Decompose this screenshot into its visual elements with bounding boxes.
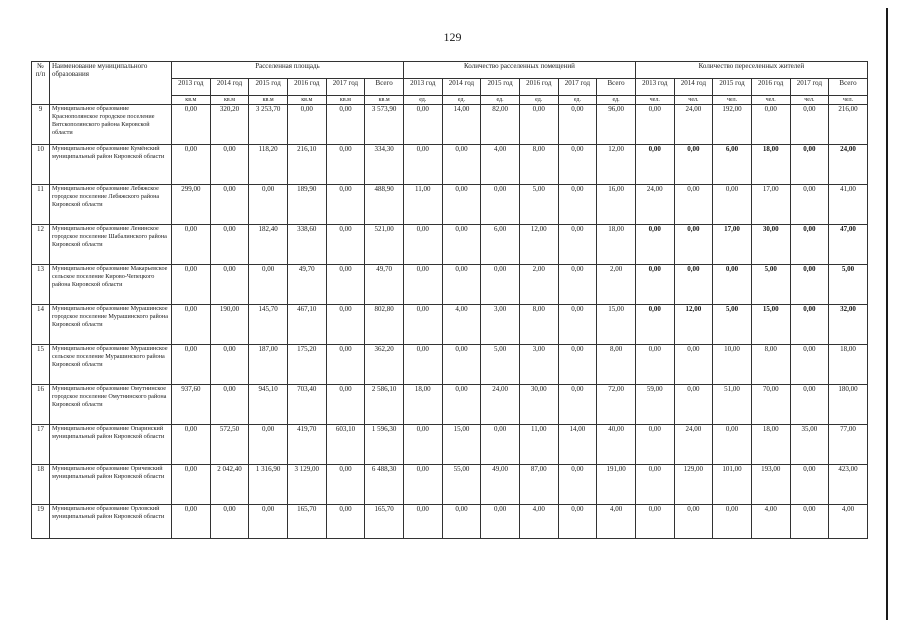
municipality-name: Муниципальное образование Макарьевское сельское поселение Кирово-Чепецкого района Кировской области bbox=[50, 265, 172, 305]
rooms-value: 2,00 bbox=[519, 265, 558, 305]
area-value: 0,00 bbox=[326, 225, 365, 265]
col-name-header: Наименование муниципального образования bbox=[50, 62, 172, 105]
rooms-value: 15,00 bbox=[597, 305, 636, 345]
row-number: 18 bbox=[32, 465, 50, 505]
municipality-name: Муниципальное образование Мурашинское городское поселение Мурашинского района Кировской области bbox=[50, 305, 172, 345]
area-value: 0,00 bbox=[210, 505, 249, 539]
area-value: 2 042,40 bbox=[210, 465, 249, 505]
people-value: 0,00 bbox=[674, 505, 713, 539]
area-value: 6 488,30 bbox=[365, 465, 404, 505]
rooms-value: 0,00 bbox=[403, 465, 442, 505]
rooms-value: 4,00 bbox=[519, 505, 558, 539]
year-header: 2014 год bbox=[210, 79, 249, 96]
unit-header: кв.м bbox=[249, 96, 288, 105]
people-value: 12,00 bbox=[674, 305, 713, 345]
rooms-value: 0,00 bbox=[558, 225, 597, 265]
rooms-value: 55,00 bbox=[442, 465, 481, 505]
rooms-value: 5,00 bbox=[519, 185, 558, 225]
rooms-value: 0,00 bbox=[558, 145, 597, 185]
people-value: 70,00 bbox=[751, 385, 790, 425]
rooms-value: 191,00 bbox=[597, 465, 636, 505]
area-value: 3 129,00 bbox=[287, 465, 326, 505]
area-value: 175,20 bbox=[287, 345, 326, 385]
people-value: 10,00 bbox=[713, 345, 752, 385]
area-value: 419,70 bbox=[287, 425, 326, 465]
rooms-value: 0,00 bbox=[442, 505, 481, 539]
unit-header: кв.м bbox=[365, 96, 404, 105]
rooms-value: 12,00 bbox=[597, 145, 636, 185]
area-value: 0,00 bbox=[326, 265, 365, 305]
area-value: 0,00 bbox=[326, 305, 365, 345]
year-header: Всего bbox=[829, 79, 868, 96]
municipality-name: Муниципальное образование Лебяжское городское поселение Лебяжского района Кировской области bbox=[50, 185, 172, 225]
area-value: 945,10 bbox=[249, 385, 288, 425]
area-value: 0,00 bbox=[172, 505, 211, 539]
municipality-name: Муниципальное образование Кумёнский муниципальный район Кировской области bbox=[50, 145, 172, 185]
rooms-value: 11,00 bbox=[519, 425, 558, 465]
area-value: 467,10 bbox=[287, 305, 326, 345]
rooms-value: 0,00 bbox=[403, 225, 442, 265]
people-value: 0,00 bbox=[635, 265, 674, 305]
rooms-value: 4,00 bbox=[597, 505, 636, 539]
rooms-value: 0,00 bbox=[558, 305, 597, 345]
rooms-value: 0,00 bbox=[558, 465, 597, 505]
area-value: 189,90 bbox=[287, 185, 326, 225]
rooms-value: 14,00 bbox=[558, 425, 597, 465]
people-value: 17,00 bbox=[751, 185, 790, 225]
people-value: 423,00 bbox=[829, 465, 868, 505]
rooms-value: 0,00 bbox=[403, 305, 442, 345]
area-value: 1 316,90 bbox=[249, 465, 288, 505]
people-value: 0,00 bbox=[790, 505, 829, 539]
rooms-value: 18,00 bbox=[597, 225, 636, 265]
people-value: 0,00 bbox=[674, 145, 713, 185]
table-row bbox=[32, 145, 868, 185]
area-value: 0,00 bbox=[249, 185, 288, 225]
rooms-value: 0,00 bbox=[558, 505, 597, 539]
rooms-value: 0,00 bbox=[558, 185, 597, 225]
rooms-value: 11,00 bbox=[403, 185, 442, 225]
people-value: 18,00 bbox=[751, 145, 790, 185]
table-row bbox=[32, 425, 868, 465]
people-value: 0,00 bbox=[635, 505, 674, 539]
rooms-value: 0,00 bbox=[442, 265, 481, 305]
group-header-rooms: Количество расселенных помещений bbox=[403, 62, 635, 79]
unit-header: кв.м bbox=[172, 96, 211, 105]
rooms-value: 87,00 bbox=[519, 465, 558, 505]
row-number: 14 bbox=[32, 305, 50, 345]
people-value: 0,00 bbox=[635, 305, 674, 345]
rooms-value: 6,00 bbox=[481, 225, 520, 265]
year-header: 2013 год bbox=[403, 79, 442, 96]
unit-header: ед. bbox=[597, 96, 636, 105]
unit-header: чел. bbox=[829, 96, 868, 105]
rooms-value: 96,00 bbox=[597, 105, 636, 145]
year-header: 2016 год bbox=[751, 79, 790, 96]
rooms-value: 0,00 bbox=[558, 345, 597, 385]
rooms-value: 3,00 bbox=[481, 305, 520, 345]
rooms-value: 0,00 bbox=[519, 105, 558, 145]
area-value: 0,00 bbox=[326, 505, 365, 539]
unit-header: чел. bbox=[635, 96, 674, 105]
rooms-value: 0,00 bbox=[403, 345, 442, 385]
area-value: 145,70 bbox=[249, 305, 288, 345]
rooms-value: 5,00 bbox=[481, 345, 520, 385]
unit-header: ед. bbox=[442, 96, 481, 105]
rooms-value: 0,00 bbox=[558, 265, 597, 305]
area-value: 0,00 bbox=[210, 345, 249, 385]
area-value: 0,00 bbox=[249, 265, 288, 305]
rooms-value: 24,00 bbox=[481, 385, 520, 425]
people-value: 32,00 bbox=[829, 305, 868, 345]
rooms-value: 40,00 bbox=[597, 425, 636, 465]
rooms-value: 18,00 bbox=[403, 385, 442, 425]
unit-header: чел. bbox=[751, 96, 790, 105]
rooms-value: 14,00 bbox=[442, 105, 481, 145]
rooms-value: 49,00 bbox=[481, 465, 520, 505]
area-value: 0,00 bbox=[172, 425, 211, 465]
people-value: 5,00 bbox=[829, 265, 868, 305]
people-value: 0,00 bbox=[790, 105, 829, 145]
rooms-value: 8,00 bbox=[519, 145, 558, 185]
people-value: 59,00 bbox=[635, 385, 674, 425]
row-number: 17 bbox=[32, 425, 50, 465]
area-value: 0,00 bbox=[172, 465, 211, 505]
unit-header: кв.м bbox=[326, 96, 365, 105]
row-number: 12 bbox=[32, 225, 50, 265]
table-body bbox=[32, 105, 868, 539]
rooms-value: 0,00 bbox=[442, 385, 481, 425]
area-value: 0,00 bbox=[210, 225, 249, 265]
rooms-value: 3,00 bbox=[519, 345, 558, 385]
people-value: 0,00 bbox=[713, 265, 752, 305]
rooms-value: 2,00 bbox=[597, 265, 636, 305]
area-value: 703,40 bbox=[287, 385, 326, 425]
table-row bbox=[32, 185, 868, 225]
area-value: 216,10 bbox=[287, 145, 326, 185]
rooms-value: 4,00 bbox=[481, 145, 520, 185]
people-value: 0,00 bbox=[674, 225, 713, 265]
area-value: 0,00 bbox=[172, 265, 211, 305]
year-header: 2016 год bbox=[287, 79, 326, 96]
area-value: 0,00 bbox=[210, 265, 249, 305]
year-header: 2013 год bbox=[635, 79, 674, 96]
rooms-value: 0,00 bbox=[442, 345, 481, 385]
rooms-value: 72,00 bbox=[597, 385, 636, 425]
rooms-value: 0,00 bbox=[558, 385, 597, 425]
year-header: Всего bbox=[597, 79, 636, 96]
resettlement-table bbox=[31, 61, 868, 539]
people-value: 24,00 bbox=[674, 105, 713, 145]
people-value: 18,00 bbox=[751, 425, 790, 465]
rooms-value: 0,00 bbox=[403, 425, 442, 465]
people-value: 0,00 bbox=[790, 225, 829, 265]
area-value: 0,00 bbox=[172, 225, 211, 265]
area-value: 3 253,70 bbox=[249, 105, 288, 145]
unit-header: ед. bbox=[519, 96, 558, 105]
rooms-value: 8,00 bbox=[597, 345, 636, 385]
area-value: 49,70 bbox=[287, 265, 326, 305]
area-value: 118,20 bbox=[249, 145, 288, 185]
row-number: 9 bbox=[32, 105, 50, 145]
row-number: 19 bbox=[32, 505, 50, 539]
people-value: 41,00 bbox=[829, 185, 868, 225]
unit-header: чел. bbox=[790, 96, 829, 105]
area-value: 0,00 bbox=[172, 105, 211, 145]
municipality-name: Муниципальное образование Орловский муниципальный район Кировской области bbox=[50, 505, 172, 539]
table-row bbox=[32, 465, 868, 505]
row-number: 16 bbox=[32, 385, 50, 425]
people-value: 0,00 bbox=[790, 305, 829, 345]
people-value: 0,00 bbox=[635, 145, 674, 185]
rooms-value: 0,00 bbox=[481, 185, 520, 225]
municipality-name: Муниципальное образование Мурашинское сельское поселение Мурашинского района Кировской области bbox=[50, 345, 172, 385]
area-value: 320,20 bbox=[210, 105, 249, 145]
people-value: 51,00 bbox=[713, 385, 752, 425]
area-value: 0,00 bbox=[249, 425, 288, 465]
unit-header: кв.м bbox=[210, 96, 249, 105]
area-value: 190,00 bbox=[210, 305, 249, 345]
year-header: 2014 год bbox=[442, 79, 481, 96]
area-value: 488,90 bbox=[365, 185, 404, 225]
group-header-people: Количество переселенных жителей bbox=[635, 62, 867, 79]
year-header: 2017 год bbox=[326, 79, 365, 96]
people-value: 216,00 bbox=[829, 105, 868, 145]
rooms-value: 0,00 bbox=[558, 105, 597, 145]
area-value: 338,60 bbox=[287, 225, 326, 265]
area-value: 0,00 bbox=[287, 105, 326, 145]
table-row bbox=[32, 505, 868, 539]
table-row bbox=[32, 305, 868, 345]
people-value: 4,00 bbox=[829, 505, 868, 539]
area-value: 0,00 bbox=[249, 505, 288, 539]
people-value: 0,00 bbox=[790, 265, 829, 305]
people-value: 5,00 bbox=[713, 305, 752, 345]
rooms-value: 0,00 bbox=[481, 425, 520, 465]
people-value: 77,00 bbox=[829, 425, 868, 465]
people-value: 0,00 bbox=[674, 345, 713, 385]
rooms-value: 15,00 bbox=[442, 425, 481, 465]
people-value: 17,00 bbox=[713, 225, 752, 265]
area-value: 0,00 bbox=[172, 345, 211, 385]
rooms-value: 82,00 bbox=[481, 105, 520, 145]
people-value: 0,00 bbox=[713, 185, 752, 225]
area-value: 0,00 bbox=[172, 305, 211, 345]
municipality-name: Муниципальное образование Омутнинское городское поселение Омутнинского района Кировской области bbox=[50, 385, 172, 425]
page-number: 129 bbox=[443, 30, 462, 44]
people-value: 101,00 bbox=[713, 465, 752, 505]
area-value: 0,00 bbox=[172, 145, 211, 185]
rooms-value: 8,00 bbox=[519, 305, 558, 345]
row-number: 15 bbox=[32, 345, 50, 385]
rooms-value: 12,00 bbox=[519, 225, 558, 265]
rooms-value: 0,00 bbox=[481, 505, 520, 539]
rooms-value: 0,00 bbox=[403, 145, 442, 185]
area-value: 165,70 bbox=[287, 505, 326, 539]
municipality-name: Муниципальное образование Опаринский муниципальный район Кировской области bbox=[50, 425, 172, 465]
people-value: 8,00 bbox=[751, 345, 790, 385]
people-value: 4,00 bbox=[751, 505, 790, 539]
year-header: 2017 год bbox=[558, 79, 597, 96]
table-row bbox=[32, 265, 868, 305]
year-header: 2015 год bbox=[249, 79, 288, 96]
area-value: 0,00 bbox=[210, 145, 249, 185]
margin-rule bbox=[886, 8, 888, 620]
year-header: 2014 год bbox=[674, 79, 713, 96]
people-value: 6,00 bbox=[713, 145, 752, 185]
people-value: 24,00 bbox=[635, 185, 674, 225]
area-value: 187,00 bbox=[249, 345, 288, 385]
col-num-header: № п/п bbox=[32, 62, 50, 105]
people-value: 193,00 bbox=[751, 465, 790, 505]
area-value: 0,00 bbox=[210, 385, 249, 425]
rooms-value: 0,00 bbox=[403, 265, 442, 305]
rooms-value: 0,00 bbox=[442, 225, 481, 265]
unit-header: чел. bbox=[674, 96, 713, 105]
people-value: 0,00 bbox=[713, 425, 752, 465]
year-header: Всего bbox=[365, 79, 404, 96]
area-value: 0,00 bbox=[326, 105, 365, 145]
people-value: 24,00 bbox=[829, 145, 868, 185]
people-value: 0,00 bbox=[635, 105, 674, 145]
year-header: 2015 год bbox=[481, 79, 520, 96]
rooms-value: 0,00 bbox=[442, 145, 481, 185]
people-value: 24,00 bbox=[674, 425, 713, 465]
unit-header: ед. bbox=[403, 96, 442, 105]
rooms-value: 0,00 bbox=[481, 265, 520, 305]
people-value: 0,00 bbox=[674, 185, 713, 225]
people-value: 18,00 bbox=[829, 345, 868, 385]
area-value: 0,00 bbox=[210, 185, 249, 225]
table-row bbox=[32, 225, 868, 265]
municipality-name: Муниципальное образование Краснополянское городское поселение Вятскополянского района Кировской области bbox=[50, 105, 172, 145]
year-header: 2013 год bbox=[172, 79, 211, 96]
table-row bbox=[32, 105, 868, 145]
people-value: 0,00 bbox=[674, 385, 713, 425]
area-value: 299,00 bbox=[172, 185, 211, 225]
rooms-value: 0,00 bbox=[403, 105, 442, 145]
people-value: 0,00 bbox=[674, 265, 713, 305]
people-value: 30,00 bbox=[751, 225, 790, 265]
area-value: 0,00 bbox=[326, 345, 365, 385]
row-number: 13 bbox=[32, 265, 50, 305]
area-value: 937,60 bbox=[172, 385, 211, 425]
year-header: 2017 год bbox=[790, 79, 829, 96]
unit-header: кв.м bbox=[287, 96, 326, 105]
people-value: 0,00 bbox=[713, 505, 752, 539]
area-value: 182,40 bbox=[249, 225, 288, 265]
people-value: 0,00 bbox=[790, 345, 829, 385]
rooms-value: 4,00 bbox=[442, 305, 481, 345]
people-value: 5,00 bbox=[751, 265, 790, 305]
unit-header: чел. bbox=[713, 96, 752, 105]
group-header-area: Расселенная площадь bbox=[172, 62, 404, 79]
unit-header: ед. bbox=[558, 96, 597, 105]
area-value: 603,10 bbox=[326, 425, 365, 465]
header-group-row bbox=[32, 62, 868, 79]
area-value: 0,00 bbox=[326, 185, 365, 225]
unit-header: ед. bbox=[481, 96, 520, 105]
area-value: 0,00 bbox=[326, 145, 365, 185]
people-value: 0,00 bbox=[635, 465, 674, 505]
people-value: 129,00 bbox=[674, 465, 713, 505]
table-row bbox=[32, 385, 868, 425]
municipality-name: Муниципальное образование Ленинское городское поселение Шабалинского района Кировской области bbox=[50, 225, 172, 265]
area-value: 2 586,10 bbox=[365, 385, 404, 425]
people-value: 15,00 bbox=[751, 305, 790, 345]
rooms-value: 16,00 bbox=[597, 185, 636, 225]
people-value: 0,00 bbox=[790, 465, 829, 505]
people-value: 0,00 bbox=[790, 385, 829, 425]
people-value: 0,00 bbox=[790, 185, 829, 225]
area-value: 165,70 bbox=[365, 505, 404, 539]
municipality-name: Муниципальное образование Оричевский муниципальный район Кировской области bbox=[50, 465, 172, 505]
year-header: 2015 год bbox=[713, 79, 752, 96]
people-value: 0,00 bbox=[635, 425, 674, 465]
people-value: 180,00 bbox=[829, 385, 868, 425]
area-value: 3 573,90 bbox=[365, 105, 404, 145]
year-header: 2016 год bbox=[519, 79, 558, 96]
area-value: 49,70 bbox=[365, 265, 404, 305]
area-value: 572,50 bbox=[210, 425, 249, 465]
area-value: 0,00 bbox=[326, 465, 365, 505]
area-value: 521,00 bbox=[365, 225, 404, 265]
people-value: 47,00 bbox=[829, 225, 868, 265]
area-value: 0,00 bbox=[326, 385, 365, 425]
row-number: 11 bbox=[32, 185, 50, 225]
people-value: 0,00 bbox=[635, 225, 674, 265]
area-value: 802,80 bbox=[365, 305, 404, 345]
people-value: 0,00 bbox=[751, 105, 790, 145]
row-number: 10 bbox=[32, 145, 50, 185]
people-value: 0,00 bbox=[790, 145, 829, 185]
area-value: 362,20 bbox=[365, 345, 404, 385]
area-value: 1 596,30 bbox=[365, 425, 404, 465]
people-value: 35,00 bbox=[790, 425, 829, 465]
area-value: 334,30 bbox=[365, 145, 404, 185]
rooms-value: 0,00 bbox=[403, 505, 442, 539]
people-value: 192,00 bbox=[713, 105, 752, 145]
people-value: 0,00 bbox=[635, 345, 674, 385]
rooms-value: 0,00 bbox=[442, 185, 481, 225]
rooms-value: 30,00 bbox=[519, 385, 558, 425]
table-row bbox=[32, 345, 868, 385]
